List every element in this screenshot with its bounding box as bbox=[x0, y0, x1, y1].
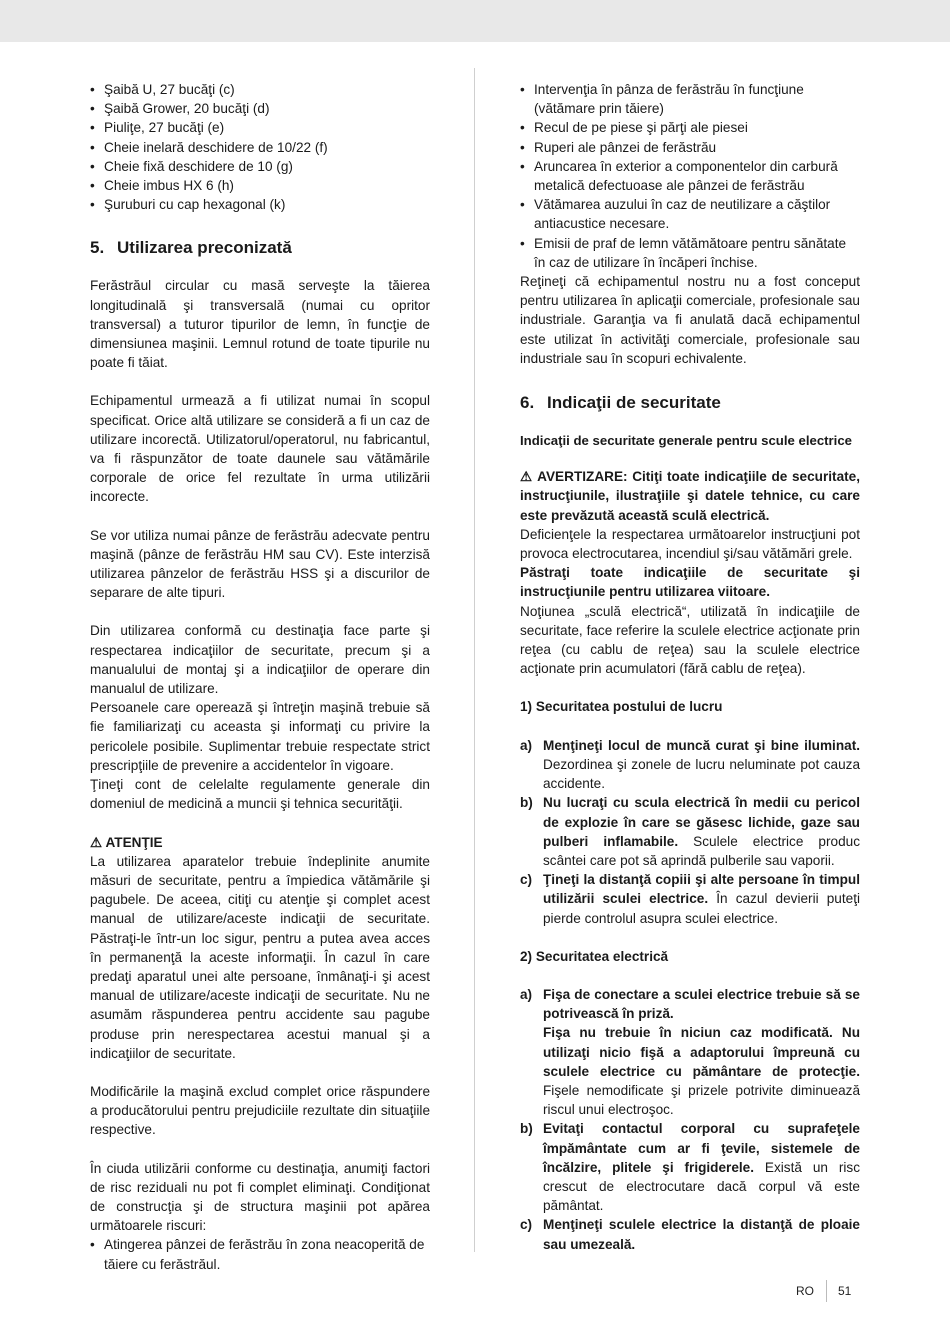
list-item: • Vătămarea auzului în caz de neutilizare a căştilor antiacustice necesare. bbox=[520, 195, 860, 233]
section-6-heading: 6. Indicaţii de securitate bbox=[520, 393, 721, 413]
parts-list bbox=[90, 80, 430, 214]
list-item: b) Evitaţi contactul corporal cu suprafeţele împământate cum ar fi ţevile, sistemele de încălzire, plitele şi frigiderele. Există un risc crescut de electrocutare dacă corpul vă este pământat. bbox=[520, 1121, 860, 1214]
list-item: • Cheie fixă deschidere de 10 (g) bbox=[90, 157, 430, 176]
workplace-safety-title: 1) Securitatea postului de lucru bbox=[520, 699, 723, 715]
list-item: • Şaibă Grower, 20 bucăţi (d) bbox=[90, 99, 430, 118]
top-bar bbox=[0, 0, 950, 42]
list-item: • Ruperi ale pânzei de ferăstrău bbox=[520, 138, 860, 157]
intended-use-paragraph: Ferăstrăul circular cu masă serveşte la tăierea longitudinală şi transversală (numai cu opritor transversal) a tuturor tipurilor de lemn, în funcţie de dimensiunea maşinii. Lemnul rotund de toate tipurile nu poate fi tăiat. bbox=[90, 278, 430, 371]
footer-divider bbox=[826, 1280, 827, 1302]
electrical-safety-title: 2) Securitatea electrică bbox=[520, 948, 669, 964]
list-item: a) Fişa de conectare a sculei electrice trebuie să se potrivească în priză. Fişa nu trebuie în niciun caz modificată. Nu utilizaţi nicio fişă a adaptorului împreună cu sculele electrice cu pământare de protecţie. Fişele nemodificate şi prizele potrivite diminuează riscul unui electroşoc. bbox=[520, 986, 860, 1118]
risk-list-continued bbox=[520, 80, 860, 272]
list-item: c) Ţineţi la distanţă copiii şi alte persoane în timpul utilizării sculei electrice. În cazul devierii puteţi pierde controlul asupra sculei electrice. bbox=[520, 872, 861, 926]
right-column bbox=[520, 80, 860, 1254]
list-item: c) Menţineţi sculele electrice la distanţă de ploaie sau umezeală. bbox=[520, 1217, 860, 1252]
list-item: a) Menţineţi locul de muncă curat şi bine iluminat. Dezordinea şi zonele de lucru neluminate pot cauza accidente. bbox=[520, 737, 860, 792]
regulations-paragraph: Ţineţi cont de celelalte regulamente generale din domeniul de medicină a muncii şi tehnica securităţii. bbox=[90, 777, 430, 812]
electrical-safety-list bbox=[520, 985, 860, 1254]
power-tool-definition: Noţiunea „sculă electrică“, utilizată în indicaţiile de securitate, face referire la sculele electrice acţionate prin reţea (cu cablu de reţea) sau la sculele electrice acţionate prin acumulatori (fără cablu de reţea). bbox=[520, 603, 860, 677]
risk-list bbox=[90, 1235, 430, 1273]
list-item: • Atingerea pânzei de ferăstrău în zona neacoperită de tăiere cu ferăstrăul. bbox=[90, 1235, 430, 1273]
attention-label: ⚠ ATENŢIE bbox=[90, 834, 163, 850]
general-safety-subheading: Indicaţii de securitate generale pentru scule electrice bbox=[520, 433, 853, 449]
conformity-paragraph: Din utilizarea conformă cu destinaţia face parte şi respectarea indicaţiilor de securitate, precum şi a manualului de montaj şi a indicaţiilor de operare din manualul de utilizare. bbox=[90, 623, 430, 697]
list-item: • Aruncarea în exterior a componentelor din carbură metalică defectuoase ale pânzei de ferăstrău bbox=[520, 157, 860, 195]
section-5-heading: 5. Utilizarea preconizată bbox=[90, 238, 292, 258]
list-item: b) Nu lucraţi cu scula electrică în medii cu pericol de explozie în care se găsesc lichide, gaze sau pulberi inflamabile. Sculele electrice produc scântei care pot să aprindă pulberile sau vaporii. bbox=[520, 795, 860, 868]
saw-blades-paragraph: Se vor utiliza numai pânze de ferăstrău adecvate pentru maşină (pânze de ferăstrău HM sau CV). Este interzisă utilizarea pânzelor de ferăstrău HSS şi a discurilor de separare de alte tipuri. bbox=[90, 527, 430, 601]
page-number: 51 bbox=[838, 1284, 852, 1298]
warning-bold: ⚠ AVERTIZARE: Citiţi toate indicaţiile de securitate, instrucţiunile, ilustraţiile şi datele tehnice, cu care este prevăzută această sculă electrică. bbox=[520, 469, 860, 523]
modifications-paragraph: Modificările la maşină exclud complet orice răspundere a producătorului pentru prejudiciile rezultate din situaţiile respective. bbox=[90, 1083, 430, 1138]
column-divider bbox=[474, 68, 475, 1252]
keep-instructions: Păstraţi toate indicaţiile de securitate şi instrucţiunile pentru utilizarea viitoare. bbox=[520, 565, 860, 600]
left-column bbox=[90, 80, 430, 1274]
specified-purpose-paragraph: Echipamentul urmează a fi utilizat numai în scopul specificat. Orice altă utilizare se consideră a fi un caz de utilizare incorectă. Utilizatorul/operatorul, nu fabricantul, va fi răspunzător de toate daunele sau vătămările corporale de orice fel rezultate în urma utilizării incorecte. bbox=[90, 393, 430, 505]
attention-text: La utilizarea aparatelor trebuie îndeplinite anumite măsuri de securitate, pentru a împiedica vătămările şi pagubele. De aceea, citiţi cu atenţie şi complet acest manual de utilizare/aceste indicaţii de securitate. Păstraţi-le într-un loc sigur, pentru a putea avea acces în permanenţă la aceste informaţii. În cazul în care predaţi aparatul unei alte persoane, înmânaţi-i şi acest manual de utilizare/aceste indicaţii de securitate. Nu ne asumăm răspunderea pentru accidente sau pagube produse prin nerespectarea acestui manual şi a indicaţiilor de securitate. bbox=[90, 853, 430, 1061]
language-code: RO bbox=[796, 1284, 814, 1298]
list-item: • Şaibă U, 27 bucăţi (c) bbox=[90, 80, 430, 99]
workplace-safety-list bbox=[520, 736, 860, 928]
page-footer bbox=[796, 1284, 852, 1298]
operators-paragraph: Persoanele care operează şi întreţin maşină trebuie să fie familiarizaţi cu aceasta şi informaţi cu privire la pericolele posibile. Suplimentar trebuie respectate strict prescripţiile de prevenire a accidentelor în vigoare. bbox=[90, 700, 430, 773]
warranty-paragraph: Reţineţi că echipamentul nostru nu a fost conceput pentru utilizarea în aplicaţii comerciale, profesionale sau industriale. Garanţia va fi anulată dacă echipamentul este utilizat în activităţi comerciale, profesionale sau industriale sau în scopuri echivalente. bbox=[520, 274, 860, 366]
list-item: • Cheie imbus HX 6 (h) bbox=[90, 176, 430, 195]
list-item: • Emisii de praf de lemn vătămătoare pentru sănătate în caz de utilizare în încăperi închise. bbox=[520, 234, 860, 272]
list-item: • Piuliţe, 27 bucăţi (e) bbox=[90, 118, 430, 137]
list-item: • Cheie inelară deschidere de 10/22 (f) bbox=[90, 138, 430, 157]
warning-text: Deficienţele la respectarea următoarelor instrucţiuni pot provoca electrocutarea, incendiul şi/sau vătămări grele. bbox=[520, 526, 860, 562]
residual-risk-paragraph: În ciuda utilizării conforme cu destinaţia, anumiţi factori de risc reziduali nu pot fi complet eliminaţi. Condiţionat de construcţia şi de structura maşinii pot apărea următoarele riscuri: bbox=[90, 1160, 430, 1234]
list-item: • Recul de pe piese şi părţi ale piesei bbox=[520, 118, 860, 137]
list-item: • Intervenţia în pânza de ferăstrău în funcţiune (vătămare prin tăiere) bbox=[520, 80, 860, 118]
list-item: • Şuruburi cu cap hexagonal (k) bbox=[90, 195, 430, 214]
